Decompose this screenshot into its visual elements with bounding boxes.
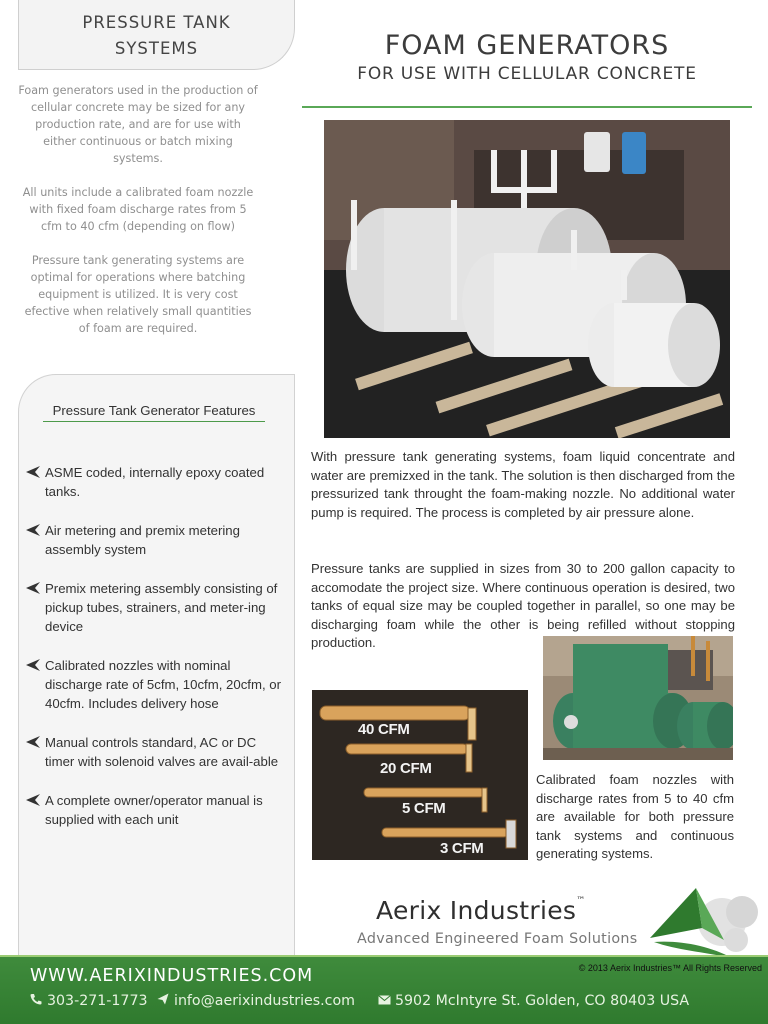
intro-paragraph: All units include a calibrated foam nozzle with fixed foam discharge rates from 5 cfm to 40 cfm (depending on flow) bbox=[22, 186, 254, 233]
phone-icon bbox=[30, 993, 44, 1009]
nozzle-label: 3 CFM bbox=[440, 840, 484, 857]
nozzle-label: 40 CFM bbox=[358, 721, 410, 738]
section-title: PRESSURE TANK SYSTEMS bbox=[82, 13, 231, 58]
website-link[interactable]: WWW.AERIXINDUSTRIES.COM bbox=[30, 966, 314, 986]
body-paragraph: With pressure tank generating systems, foam liquid concentrate and water are premizxed in the tank. The solution is then discharged from the pressurized tank throught the foam-making nozzle. No additional water pump is required. The process is completed by air pressure alone. bbox=[311, 449, 735, 520]
feature-item: Calibrated nozzles with nominal discharge rate of 5cfm, 10cfm, 20cfm, or 40cfm. Includes delivery hose bbox=[25, 656, 287, 713]
feature-item: Manual controls standard, AC or DC timer with solenoid valves are avail-able bbox=[25, 733, 287, 771]
feature-item: Premix metering assembly consisting of pickup tubes, strainers, and meter-ing device bbox=[25, 579, 287, 636]
email-contact[interactable]: info@aerixindustries.com bbox=[157, 993, 355, 1009]
send-icon bbox=[157, 993, 171, 1009]
company-name: Aerix Industries™ bbox=[376, 896, 586, 925]
nozzle-label: 20 CFM bbox=[380, 760, 432, 777]
body-paragraph: Pressure tanks are supplied in sizes from 30 to 200 gallon capacity to accomodate the project size. Where continuous operation is desired, two tanks of equal size may be coupled together in parallel, so one may be discharging foam while the other is being refilled without stopping production. bbox=[311, 561, 735, 651]
footer bbox=[0, 955, 768, 1024]
feature-item: ASME coded, internally epoxy coated tanks. bbox=[25, 463, 287, 501]
title-divider bbox=[302, 106, 752, 108]
arrow-bullet-icon bbox=[25, 523, 45, 542]
intro-paragraph: Foam generators used in the production of cellular concrete may be sized for any production rate, and are for use with either continuous or batch mixing systems. bbox=[18, 84, 258, 165]
nozzle-label: 5 CFM bbox=[402, 800, 446, 817]
arrow-bullet-icon bbox=[25, 658, 45, 677]
section-tab bbox=[18, 0, 295, 70]
pressure-tanks-photo bbox=[324, 120, 730, 438]
generator-photo bbox=[543, 636, 733, 760]
arrow-bullet-icon bbox=[25, 793, 45, 812]
arrow-bullet-icon bbox=[25, 735, 45, 754]
address-contact: 5902 McIntyre St. Golden, CO 80403 USA bbox=[378, 993, 689, 1009]
phone-contact[interactable]: 303-271-1773 bbox=[30, 993, 148, 1009]
features-heading: Pressure Tank Generator Features bbox=[43, 403, 265, 422]
features-panel bbox=[18, 374, 295, 956]
envelope-icon bbox=[378, 993, 392, 1009]
nozzles-photo bbox=[312, 690, 528, 860]
page-subtitle: FOR USE WITH CELLULAR CONCRETE bbox=[357, 64, 697, 84]
feature-item: Air metering and premix metering assembly system bbox=[25, 521, 287, 559]
company-tagline: Advanced Engineered Foam Solutions bbox=[357, 931, 638, 947]
arrow-bullet-icon bbox=[25, 465, 45, 484]
intro-paragraph: Pressure tank generating systems are optimal for operations where batching equipment is utilized. It is very cost efective when relatively small quantities of foam are required. bbox=[24, 254, 252, 335]
feature-item: A complete owner/operator manual is supplied with each unit bbox=[25, 791, 287, 829]
company-logo-icon bbox=[640, 880, 760, 960]
arrow-bullet-icon bbox=[25, 581, 45, 600]
intro-text bbox=[18, 82, 258, 354]
features-list bbox=[25, 463, 287, 849]
nozzle-caption: Calibrated foam nozzles with discharge rates from 5 to 40 cfm are available for both pressure tank systems and continuous generating systems. bbox=[536, 772, 734, 862]
page-title: FOAM GENERATORS bbox=[384, 30, 670, 61]
copyright-notice: © 2013 Aerix Industries™ All Rights Reserved bbox=[578, 963, 762, 973]
